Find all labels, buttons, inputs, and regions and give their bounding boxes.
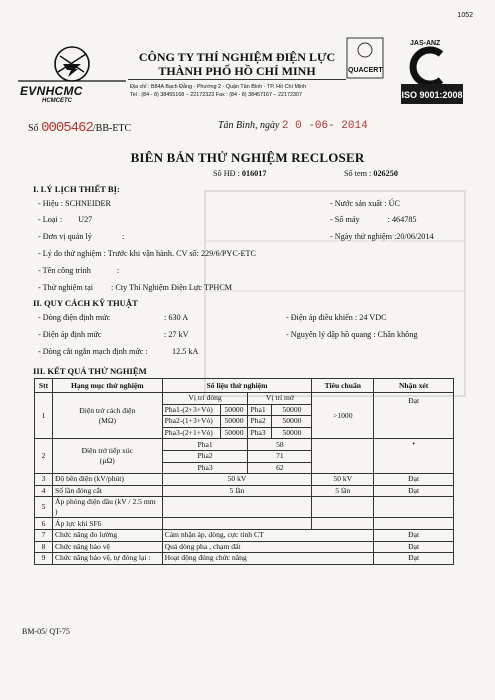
- dong-label: - Dòng điện định mức: [38, 313, 111, 322]
- header-stt: Stt: [35, 379, 53, 393]
- row3-value: 50 kV: [162, 474, 312, 486]
- tem-number: [344, 169, 398, 178]
- table-row: [35, 553, 454, 565]
- row8-name: Chức năng bảo vệ: [52, 541, 162, 553]
- row2-line1-p: Pha1: [162, 439, 248, 451]
- row1-line3-a: Pha3-(2+1+Vỏ): [162, 427, 220, 439]
- row1-line1-av: 50000: [220, 404, 248, 416]
- tencongtrinh-row: [38, 266, 119, 275]
- row2-line2-v: 71: [248, 450, 312, 462]
- row1-unit: (MΩ): [98, 415, 117, 425]
- tencongtrinh-label: - Tên công trình: [38, 266, 91, 275]
- header-hangmuc: Hạng mục thử nghiệm: [52, 379, 162, 393]
- row5-name: Áp phóng điện dầu (kV / 2.5 mm ): [52, 497, 162, 518]
- dieukhien-value: 24 VDC: [359, 313, 387, 322]
- quacert-certification-logo: [346, 36, 464, 108]
- company-contact: Tel : (84 - 8) 38455168 – 22172323 Fax : (84 - 8) 38457167 – 22172307: [130, 92, 303, 98]
- row5-stt: 5: [35, 497, 53, 518]
- ngaytn-value: :20/06/2014: [394, 232, 434, 241]
- dieukhien-row: [286, 313, 387, 322]
- row1-sub-dong: Vị trí đóng: [162, 393, 248, 405]
- donvi-row: [38, 232, 124, 241]
- row8-value: Quá dòng pha , chạm đất: [162, 541, 374, 553]
- table-row: [35, 485, 454, 497]
- row5-value: [162, 497, 312, 518]
- table-row: [35, 529, 454, 541]
- row2-line3-v: 62: [248, 462, 312, 474]
- dapho-label: - Nguyên lý dập hồ quang :: [286, 330, 376, 339]
- results-table: [34, 378, 454, 565]
- row1-line2-av: 50000: [220, 416, 248, 428]
- section2-heading: II. QUY CÁCH KỸ THUẬT: [33, 298, 138, 308]
- document-number: [28, 120, 131, 136]
- nuocsx-value: : ÚC: [384, 199, 400, 208]
- dapho-value: Chân không: [377, 330, 418, 339]
- dongcat-label: - Dòng cắt ngắn mạch định mức :: [38, 347, 148, 356]
- row1-name-text: Điện trở cách điện: [79, 405, 136, 415]
- handwritten-date: 2 0 -06- 2014: [281, 120, 368, 132]
- dong-row: [38, 313, 110, 322]
- row1-nhanxet: Đạt: [374, 393, 454, 439]
- row6-value: [162, 518, 312, 530]
- table-row: [35, 497, 454, 518]
- row3-name: Độ bền điện (kV/phút): [52, 474, 162, 486]
- tencongtrinh-value: :: [116, 266, 120, 275]
- row9-name: Chức năng bảo vệ, tự đóng lại :: [52, 553, 162, 565]
- row8-nhanxet: Đạt: [374, 541, 454, 553]
- row1-line2-a: Pha2-(1+3+Vỏ): [162, 416, 220, 428]
- header-tieuchuan: Tiêu chuẩn: [312, 379, 374, 393]
- thunghiemtai-row: [38, 283, 232, 292]
- row2-line3-p: Pha3: [162, 462, 248, 474]
- table-row: [35, 393, 454, 405]
- row4-tieuchuan: 5 lần: [312, 485, 374, 497]
- row1-line3-b: Pha3: [248, 427, 272, 439]
- row9-value: Hoạt động đúng chức năng: [162, 553, 374, 565]
- table-row: [35, 541, 454, 553]
- row1-stt: 1: [35, 393, 53, 439]
- row8-stt: 8: [35, 541, 53, 553]
- loai-value: U27: [78, 215, 93, 224]
- row1-line3-av: 50000: [220, 427, 248, 439]
- row2-name-text: Điện trở tiếp xúc: [81, 446, 134, 456]
- loai-row: [38, 215, 92, 224]
- tem-label: Số tem :: [344, 169, 372, 178]
- row1-sub-mo: Vị trí mở: [248, 393, 312, 405]
- row7-stt: 7: [35, 529, 53, 541]
- company-address: Địa chỉ : B84A Bạch Đằng - Phường 2 - Quận Tân Bình - TP. Hồ Chí Minh: [130, 84, 307, 90]
- hieu-value: SCHNEIDER: [65, 199, 112, 208]
- row3-stt: 3: [35, 474, 53, 486]
- iso-text: ISO 9001:2008: [401, 90, 463, 100]
- donvi-value: :: [121, 232, 125, 241]
- row4-stt: 4: [35, 485, 53, 497]
- row1-line1-bv: 50000: [272, 404, 312, 416]
- row1-tieuchuan: >1000: [312, 393, 374, 439]
- dong-value: : 630 A: [164, 313, 189, 322]
- row4-value: 5 lần: [162, 485, 312, 497]
- ngaytn-label: - Ngày thử nghiệm: [330, 232, 392, 241]
- row2-nhanxet: •: [374, 439, 454, 474]
- page-number: 1052: [457, 12, 473, 19]
- document-title: BIÊN BẢN THỬ NGHIỆM RECLOSER: [130, 150, 365, 165]
- thunghiemtai-value: : Cty Thí Nghiệm Điện Lực TPHCM: [111, 283, 233, 292]
- section3-heading: III. KẾT QUẢ THỬ NGHIỆM: [33, 366, 147, 376]
- dienap-value: : 27 kV: [164, 330, 189, 339]
- table-row: [35, 439, 454, 451]
- table-header-row: [35, 379, 454, 393]
- ngaytn-row: [330, 232, 434, 241]
- row4-nhanxet: Đạt: [374, 485, 454, 497]
- company-name-line2: THÀNH PHỐ HỒ CHÍ MINH: [158, 64, 316, 78]
- so-number: 0005462: [41, 120, 93, 136]
- dienap-label: - Điện áp định mức: [38, 330, 102, 339]
- row1-line2-bv: 50000: [272, 416, 312, 428]
- row2-line2-p: Pha2: [162, 450, 248, 462]
- dongcat-row: [38, 347, 148, 356]
- row2-tieuchuan: [312, 439, 374, 474]
- dieukhien-label: - Điện áp điều khiển :: [286, 313, 358, 322]
- donvi-label: - Đơn vị quản lý: [38, 232, 92, 241]
- row7-value: Cảm nhận áp, dòng, cực tính CT: [162, 529, 374, 541]
- thunghiemtai-label: - Thử nghiệm tại: [38, 283, 93, 292]
- header-nhanxet: Nhận xét: [374, 379, 454, 393]
- row2-unit: (µΩ): [99, 456, 115, 466]
- quacert-text: QUACERT: [348, 67, 383, 74]
- row6-nhanxet: [374, 518, 454, 530]
- row5-tieuchuan: [312, 497, 374, 518]
- row3-tieuchuan: 50 kV: [312, 474, 374, 486]
- hd-label: Số HĐ :: [213, 169, 240, 178]
- row2-line1-v: 58: [248, 439, 312, 451]
- row2-name: [52, 439, 162, 474]
- tem-value: 026250: [373, 169, 398, 178]
- header-divider: [128, 79, 346, 80]
- dienap-row: [38, 330, 102, 339]
- row1-name: [52, 393, 162, 439]
- row9-stt: 9: [35, 553, 53, 565]
- place-date: [218, 120, 368, 132]
- so-suffix: /BB-ETC: [92, 123, 132, 134]
- table-row: [35, 474, 454, 486]
- lydo-label: - Lý do thử nghiệm :: [38, 249, 106, 258]
- form-code: BM-05/ QT-75: [22, 627, 70, 636]
- row6-name: Áp lực khí SF6: [52, 518, 162, 530]
- jas-anz-text: JAS-ANZ: [410, 40, 441, 47]
- place-date-label: Tân Bình, ngày: [218, 120, 280, 131]
- row1-line3-bv: 50000: [272, 427, 312, 439]
- dapho-row: [286, 330, 417, 339]
- hieu-row: [38, 199, 111, 208]
- row7-nhanxet: Đạt: [374, 529, 454, 541]
- row5-nhanxet: [374, 497, 454, 518]
- somay-row: [330, 215, 417, 224]
- hieu-label: - Hiệu :: [38, 199, 64, 208]
- nuocsx-label: - Nước sản xuất: [330, 199, 383, 208]
- hd-value: 016017: [241, 169, 267, 178]
- header-solieu: Số liệu thử nghiệm: [162, 379, 312, 393]
- brand-name: EVNHCMC: [20, 84, 83, 98]
- row3-nhanxet: Đạt: [374, 474, 454, 486]
- company-name-line1: CÔNG TY THÍ NGHIỆM ĐIỆN LỰC: [138, 50, 336, 64]
- lydo-row: [38, 249, 256, 258]
- table-row: [35, 518, 454, 530]
- somay-value: : 464785: [387, 215, 417, 224]
- contract-number: [213, 169, 266, 178]
- section1-heading: I. LÝ LỊCH THIẾT BỊ:: [33, 184, 120, 194]
- row6-stt: 6: [35, 518, 53, 530]
- row4-name: Số lần đóng cắt: [52, 485, 162, 497]
- dongcat-value: 12.5 kA: [172, 347, 199, 356]
- row7-name: Chức năng đo lường: [52, 529, 162, 541]
- row1-line1-b: Pha1: [248, 404, 272, 416]
- lydo-value: Trước khi vận hành. CV số: 229/6/PYC-ETC: [107, 249, 256, 258]
- loai-label: - Loại :: [38, 215, 63, 224]
- row1-line2-b: Pha2: [248, 416, 272, 428]
- so-label: Số: [28, 123, 39, 134]
- row9-nhanxet: Đạt: [374, 553, 454, 565]
- row6-tieuchuan: [312, 518, 374, 530]
- row1-line1-a: Pha1-(2+3+Vỏ): [162, 404, 220, 416]
- nuocsx-row: [330, 199, 400, 208]
- row2-stt: 2: [35, 439, 53, 474]
- somay-label: - Số máy: [330, 215, 360, 224]
- brand-sub: HCMCETC: [42, 98, 72, 104]
